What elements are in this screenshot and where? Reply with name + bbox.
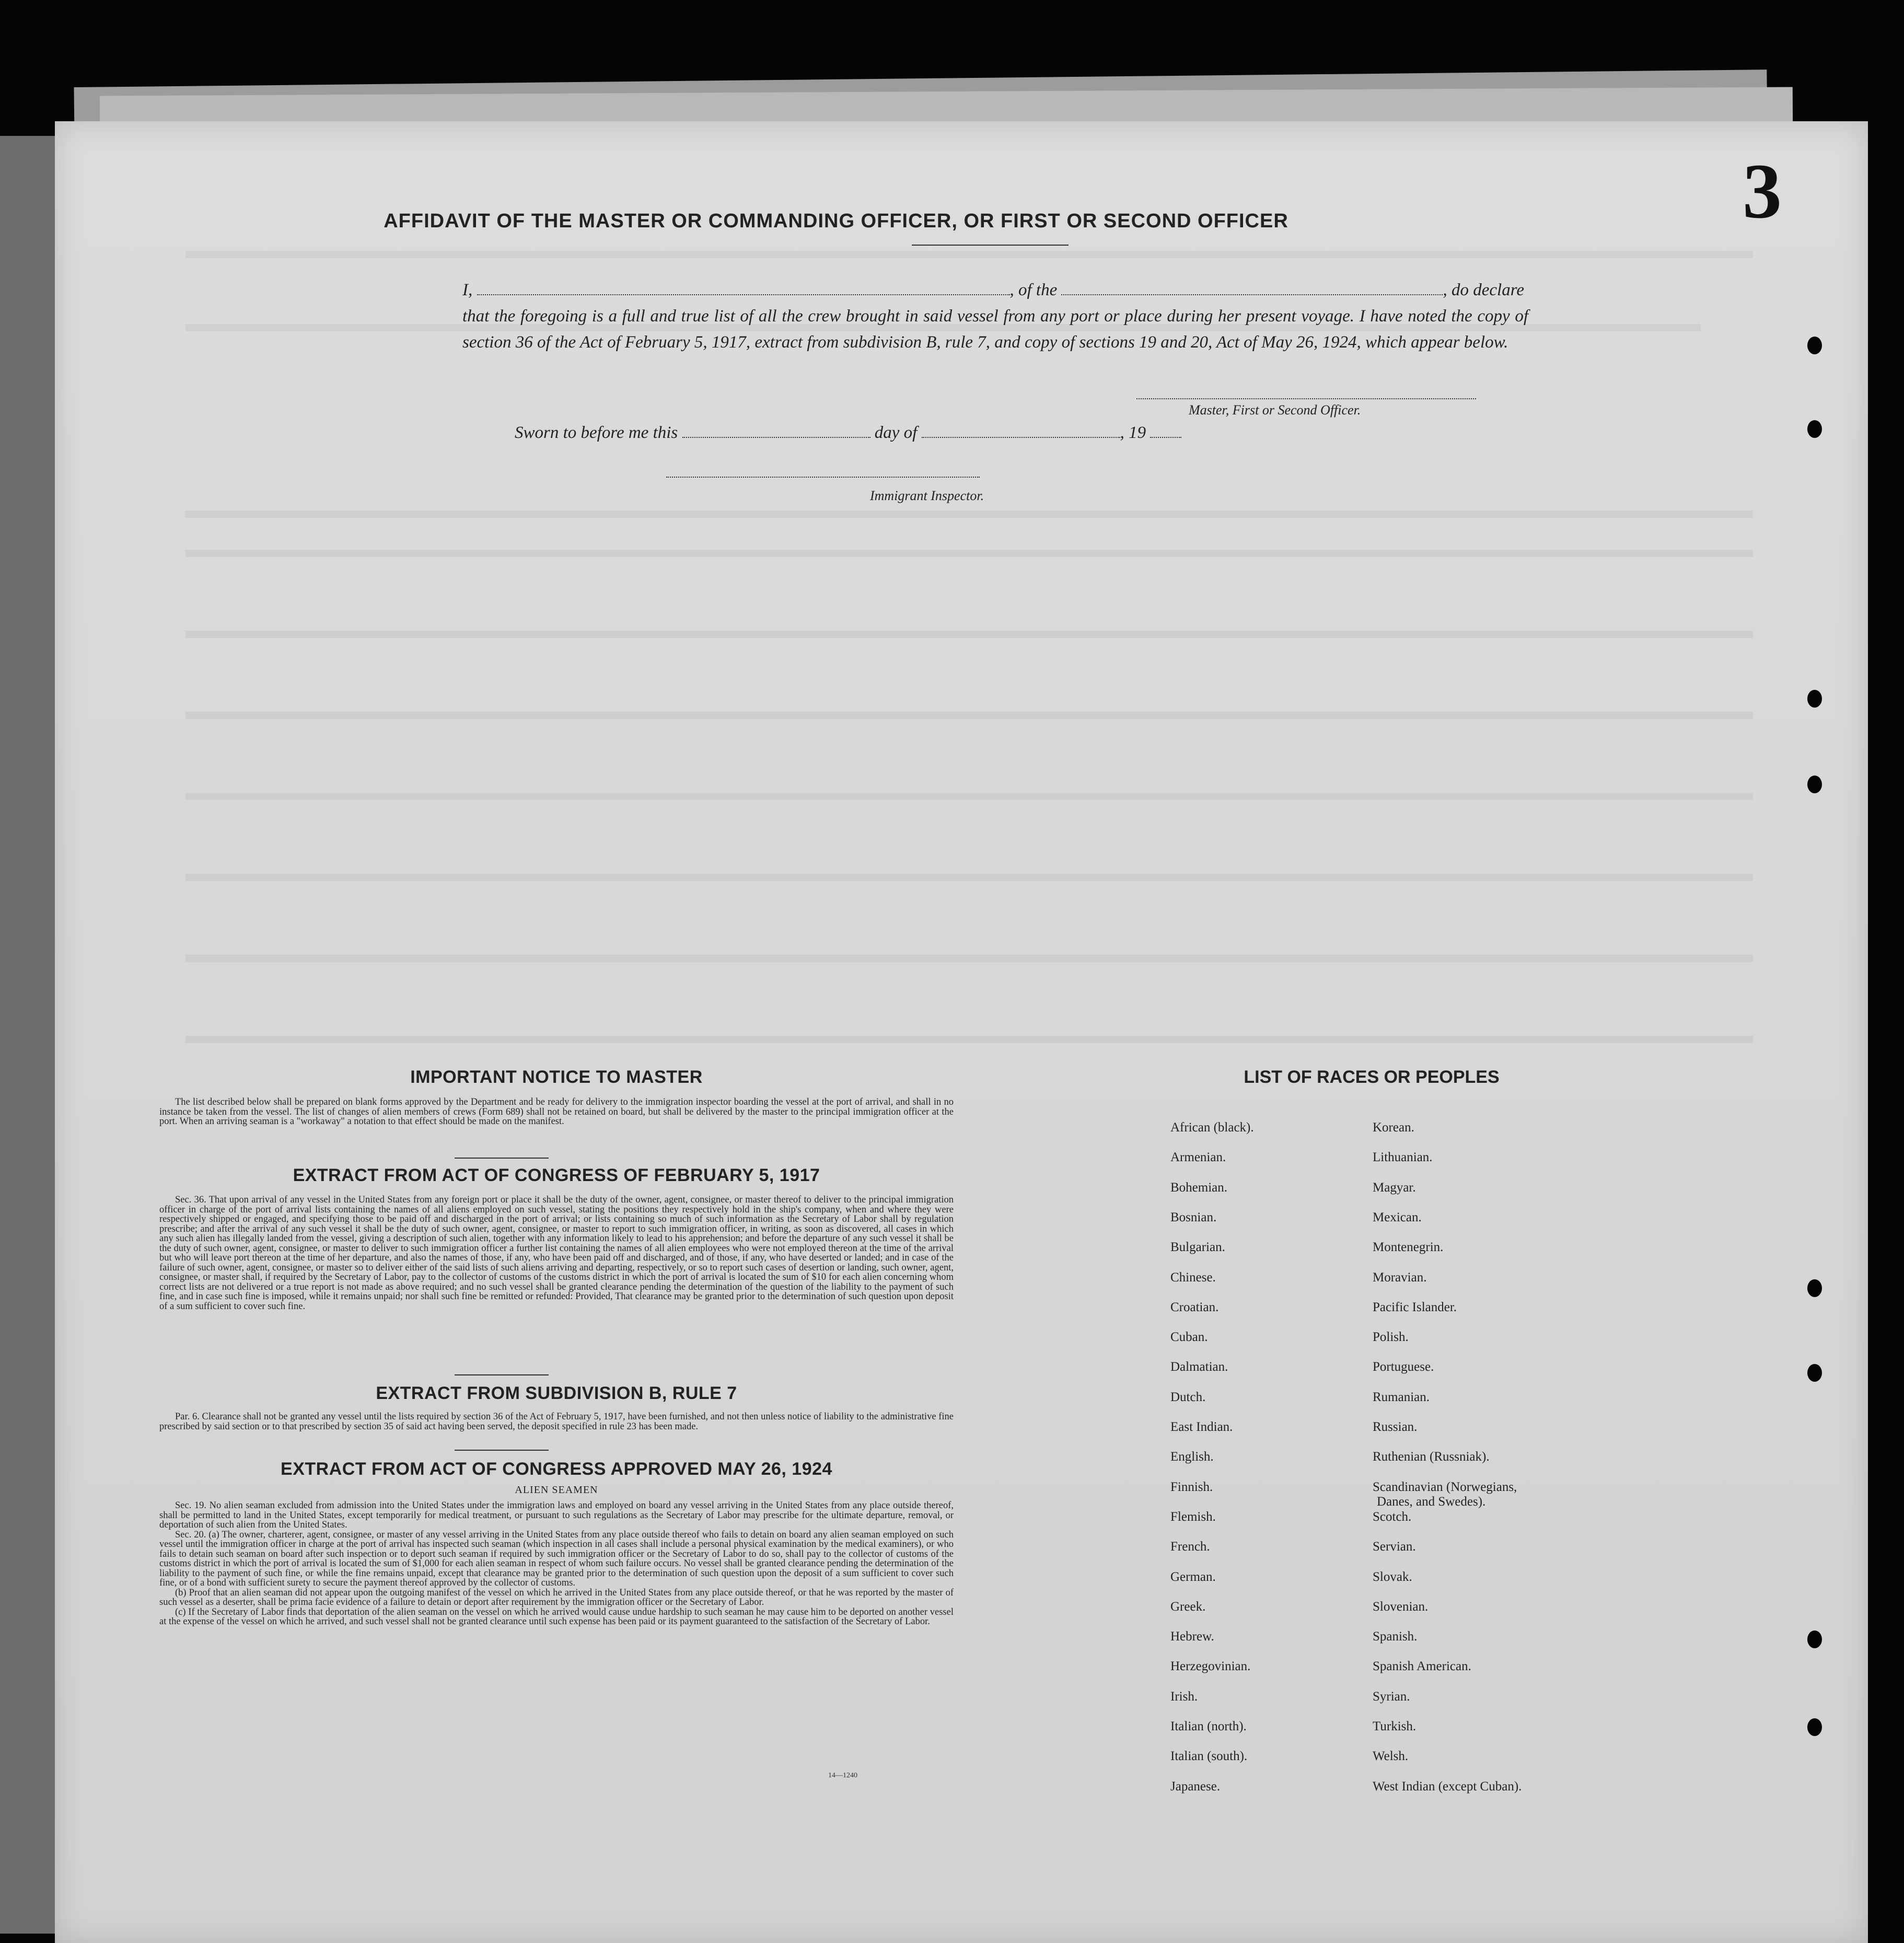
- race-item: Dutch.: [1170, 1390, 1206, 1404]
- race-item: German.: [1170, 1569, 1216, 1584]
- races-title: LIST OF RACES OR PEOPLES: [1244, 1067, 1500, 1087]
- race-item: Herzegovinian.: [1170, 1659, 1251, 1674]
- race-item: Chinese.: [1170, 1270, 1216, 1285]
- race-item: Slovenian.: [1373, 1599, 1429, 1614]
- race-item: Russian.: [1373, 1420, 1418, 1434]
- inspector-signature-line[interactable]: [666, 477, 980, 478]
- bleed-through: [185, 955, 1753, 962]
- bleed-through: [185, 251, 1753, 258]
- extract-rule7-title: EXTRACT FROM SUBDIVISION B, RULE 7: [376, 1383, 737, 1403]
- vessel-blank[interactable]: [1061, 290, 1443, 295]
- background-page-edge: [0, 136, 57, 1934]
- race-item: Finnish.: [1170, 1479, 1213, 1494]
- bleed-through: [185, 1036, 1753, 1043]
- bleed-through: [185, 550, 1753, 557]
- section-20b-paragraph: (b) Proof that an alien seaman did not appear upon the outgoing manifest of the vessel on which he arrived in the United States from any place outside thereof, or that he was reported by the master of such vessel as a deserter, shall be prima facie evidence of a failure to detain or deport after requirement by the immigration officer or the Secretary of Labor.: [159, 1587, 954, 1607]
- document-page: [55, 121, 1868, 1943]
- affidavit-i: I,: [462, 281, 473, 299]
- punch-hole: [1807, 1364, 1822, 1382]
- race-item: French.: [1170, 1540, 1210, 1554]
- race-item: Scandinavian (Norwegians,: [1373, 1479, 1517, 1494]
- sworn-year-blank[interactable]: [1150, 433, 1181, 438]
- race-item: Ruthenian (Russniak).: [1373, 1450, 1490, 1464]
- race-item: Danes, and Swedes).: [1377, 1494, 1486, 1509]
- race-item: Dalmatian.: [1170, 1360, 1228, 1374]
- sworn-day-blank[interactable]: [682, 433, 870, 438]
- race-item: Cuban.: [1170, 1330, 1208, 1345]
- name-blank[interactable]: [477, 290, 1010, 295]
- race-item: Bosnian.: [1170, 1210, 1217, 1224]
- race-item: Slovak.: [1373, 1569, 1412, 1584]
- par-6-paragraph: Par. 6. Clearance shall not be granted any vessel until the lists required by section 36 of the Act of February 5, 1917, have been furnished, and not then unless notice of liability to the administrative fine prescribed by said section or to that prescribed by section 35 of said act having been served, the deposit specified in rule 23 has been made.: [159, 1412, 954, 1432]
- extract-1917-text: [159, 1195, 954, 1311]
- race-item: Syrian.: [1373, 1689, 1410, 1704]
- extract-1924-title: EXTRACT FROM ACT OF CONGRESS APPROVED MAY 26, 1924: [281, 1459, 832, 1479]
- title-rule: [912, 245, 1069, 246]
- race-item: Lithuanian.: [1373, 1150, 1433, 1165]
- race-item: Hebrew.: [1170, 1629, 1214, 1644]
- race-item: East Indian.: [1170, 1420, 1233, 1434]
- race-item: Italian (north).: [1170, 1719, 1247, 1733]
- race-item: Pacific Islander.: [1373, 1300, 1457, 1314]
- bleed-through: [185, 511, 1753, 518]
- signature-line[interactable]: [1136, 398, 1476, 399]
- race-item: Greek.: [1170, 1599, 1206, 1614]
- notice-text: [159, 1097, 954, 1127]
- affidavit-do-declare: , do declare: [1443, 281, 1524, 299]
- race-item: Montenegrin.: [1373, 1240, 1444, 1255]
- punch-hole: [1807, 690, 1822, 708]
- section-rule: [455, 1158, 549, 1159]
- bleed-through: [185, 631, 1753, 638]
- sworn-year: , 19: [1120, 423, 1146, 442]
- bleed-through: [185, 712, 1753, 719]
- punch-hole: [1807, 1279, 1822, 1297]
- affidavit-body: that the foregoing is a full and true list of all the crew brought in said vessel from any port or place during her present voyage. I have noted the copy of section 36 of the Act of February 5, 1917, extract from subdivision B, rule 7, and copy of sections 19 and 20, Act of May 26, 1924, which appear below.: [462, 307, 1528, 352]
- race-item: Welsh.: [1373, 1749, 1409, 1764]
- affidavit-of-the: , of the: [1009, 281, 1058, 299]
- race-item: Spanish.: [1373, 1629, 1418, 1644]
- punch-hole: [1807, 776, 1822, 793]
- race-item: Korean.: [1373, 1120, 1414, 1135]
- section-rule: [455, 1450, 549, 1451]
- signature-label: Master, First or Second Officer.: [1189, 402, 1361, 418]
- race-item: Scotch.: [1373, 1509, 1412, 1524]
- sworn-prefix: Sworn to before me this: [515, 423, 678, 442]
- race-item: Polish.: [1373, 1330, 1409, 1345]
- punch-hole: [1807, 337, 1822, 354]
- race-item: Servian.: [1373, 1540, 1416, 1554]
- page-number: 3: [1743, 148, 1782, 235]
- affidavit-title: AFFIDAVIT OF THE MASTER OR COMMANDING OFFICER, OR FIRST OR SECOND OFFICER: [384, 210, 1288, 232]
- race-item: Japanese.: [1170, 1779, 1221, 1794]
- race-item: Bohemian.: [1170, 1180, 1228, 1195]
- form-number: 14—1240: [828, 1772, 857, 1779]
- race-item: Magyar.: [1373, 1180, 1416, 1195]
- race-item: Mexican.: [1373, 1210, 1422, 1224]
- notice-paragraph: The list described below shall be prepared on blank forms approved by the Department and be ready for delivery to the immigration inspector boarding the vessel at the port of arrival, and shall in no instance be taken from the vessel. The list of changes of alien members of crews (Form 689) shall not be retained on board, but shall be delivered by the master to the principal immigration officer at the port. When an arriving seaman is a "workaway" a notation to that effect should be made on the manifest.: [159, 1097, 954, 1127]
- race-item: Armenian.: [1170, 1150, 1226, 1165]
- race-item: English.: [1170, 1450, 1214, 1464]
- punch-hole: [1807, 1630, 1822, 1648]
- race-item: West Indian (except Cuban).: [1373, 1779, 1522, 1794]
- bleed-through: [185, 793, 1753, 800]
- sworn-day-of: day of: [874, 423, 918, 442]
- punch-hole: [1807, 420, 1822, 438]
- section-20a-paragraph: Sec. 20. (a) The owner, charterer, agent, consignee, or master of any vessel arriving in the United States from any place outside thereof who fails to detain on board any alien seaman employed on such vessel until the immigration officer in charge at the port of arrival has inspected such seaman (which inspection in all cases shall include a personal physical examination by the medical examiners), or who fails to detain such seaman on board after such inspection or to deport such seaman if required by such immigration officer or the Secretary of Labor to do so, shall pay to the collector of customs of the customs district in which the port of arrival is located the sum of $1,000 for each alien seaman in respect of whom such failure occurs. No vessel shall be granted clearance pending the determination of the liability to the payment of such fine, or while the fine remains unpaid, except that clearance may be granted prior to the determination of such question upon the deposit of a sum sufficient to cover such fine, or of a bond with sufficient surety to secure the payment thereof approved by the collector of customs.: [159, 1529, 954, 1588]
- race-item: Italian (south).: [1170, 1749, 1248, 1764]
- section-36-paragraph: Sec. 36. That upon arrival of any vessel in the United States from any foreign port or place it shall be the duty of the owner, agent, consignee, or master thereof to deliver to the principal immigration officer in charge of the port of arrival lists containing the names of all aliens employed on such vessel, stating the positions they respectively hold in the ship's company, when and where they were respectively shipped or engaged, and specifying those to be paid off and discharged in the port of arrival; or lists containing so much of such information as the Secretary of Labor shall by regulation prescribe; and after the arrival of any such vessel it shall be the duty of such owner, agent, consignee, or master to report to such immigration officer, in writing, as soon as discovered, all cases in which any such alien has illegally landed from the vessel, giving a description of such alien, together with any information likely to lead to his apprehension; and before the departure of any such vessel it shall be the duty of such owner, agent, consignee, or master to deliver to such immigration officer a further list containing the names of all alien employees who were not employed thereon at the time of the arrival but who will leave port thereon at the time of her departure, and also the names of those, if any, who have been paid off and discharged, and of those, if any, who have deserted or landed; and in case of the failure of such owner, agent, consignee, or master so to deliver either of the said lists of such aliens arriving and departing, respectively, or so to report such cases of desertion or landing, such owner, agent, consignee, or master shall, if required by the Secretary of Labor, pay to the collector of customs of the customs district in which the port of arrival is located the sum of $10 for each alien concerning whom correct lists are not delivered or a true report is not made as above required; and no such vessel shall be granted clearance pending the determination of the question of the liability to the payment of such fine, and in case such fine is imposed, while it remains unpaid; nor shall such fine be remitted or refunded: Provided, That clearance may be granted prior to the determination of such question upon deposit of a sum sufficient to cover such fine.: [159, 1195, 954, 1312]
- affidavit-text: [462, 277, 1528, 355]
- sworn-line: [515, 423, 1181, 443]
- race-item: Turkish.: [1373, 1719, 1417, 1733]
- race-item: Portuguese.: [1373, 1360, 1434, 1374]
- race-item: Moravian.: [1373, 1270, 1427, 1285]
- section-20c-paragraph: (c) If the Secretary of Labor finds that deportation of the alien seaman on the vessel on which he arrived would cause undue hardship to such seaman he may cause him to be deported on another vessel at the expense of the vessel on which he arrived, and such vessel shall not be granted clearance until such expense has been paid or its payment guaranteed to the satisfaction of the Secretary of Labor.: [159, 1606, 954, 1627]
- race-item: African (black).: [1170, 1120, 1254, 1135]
- extract-1917-title: EXTRACT FROM ACT OF CONGRESS OF FEBRUARY 5, 1917: [293, 1165, 820, 1185]
- extract-1924-text: [159, 1501, 954, 1627]
- bleed-through: [185, 874, 1753, 881]
- race-item: Spanish American.: [1373, 1659, 1471, 1674]
- sworn-month-blank[interactable]: [922, 433, 1120, 438]
- inspector-label: Immigrant Inspector.: [870, 488, 984, 503]
- race-item: Irish.: [1170, 1689, 1198, 1704]
- race-item: Rumanian.: [1373, 1390, 1430, 1404]
- notice-title: IMPORTANT NOTICE TO MASTER: [410, 1067, 703, 1087]
- race-item: Croatian.: [1170, 1300, 1219, 1314]
- race-item: Bulgarian.: [1170, 1240, 1225, 1255]
- section-rule: [455, 1374, 549, 1375]
- extract-rule7-text: [159, 1412, 954, 1431]
- section-19-paragraph: Sec. 19. No alien seaman excluded from admission into the United States under the immigration laws and employed on board any vessel arriving in the United States from any place outside thereof, shall be permitted to land in the United States, except temporarily for medical treatment, or pursuant to such regulations as the Secretary of Labor may prescribe for the ultimate departure, removal, or deportation of such alien from the United States.: [159, 1500, 954, 1530]
- alien-seamen-subtitle: ALIEN SEAMEN: [515, 1484, 598, 1496]
- punch-hole: [1807, 1718, 1822, 1736]
- race-item: Flemish.: [1170, 1509, 1216, 1524]
